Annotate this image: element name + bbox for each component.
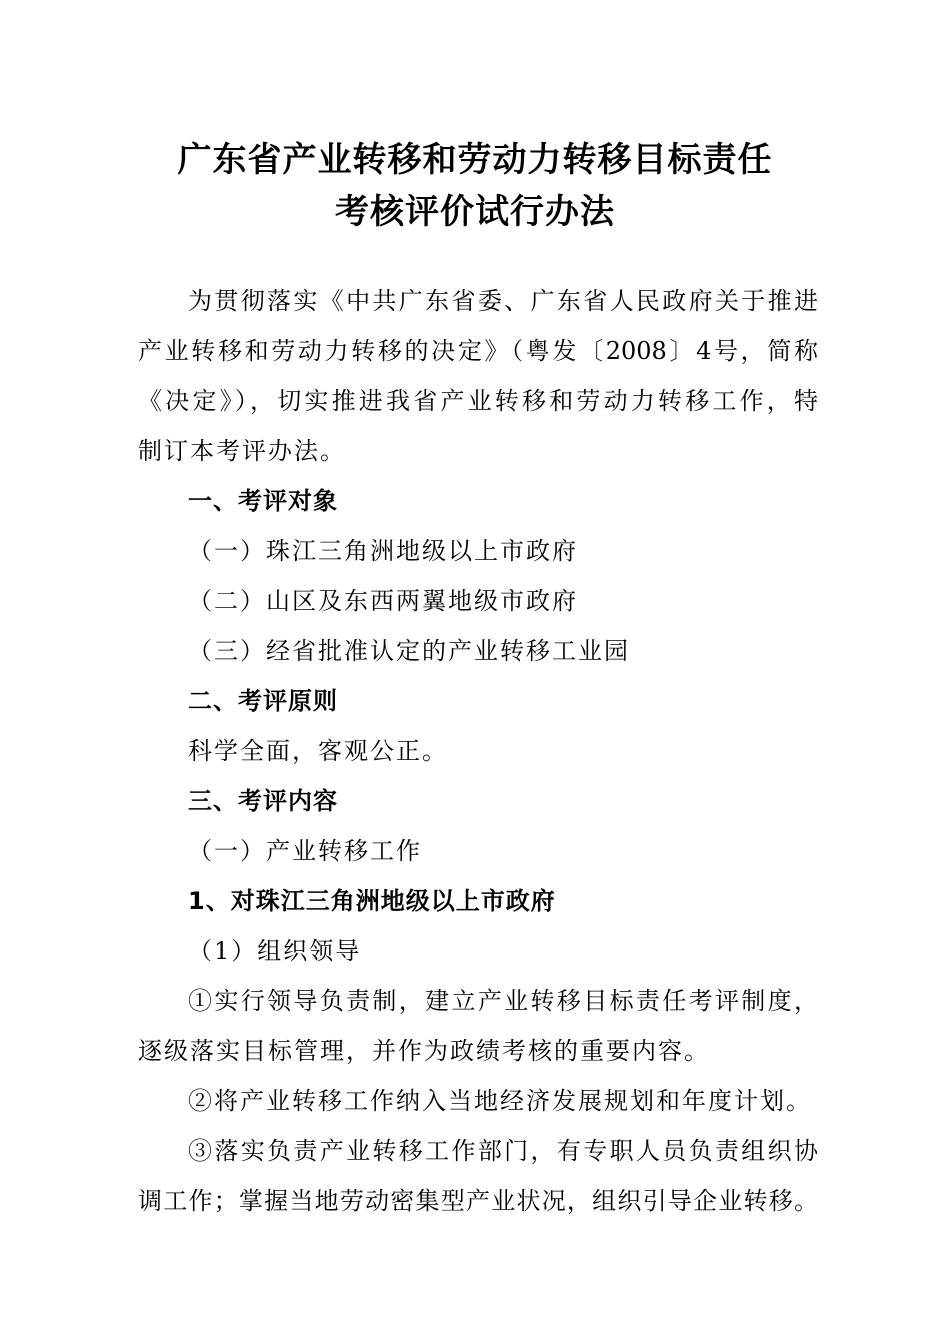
intro-line-4: 制订本考评办法。 <box>138 437 346 465</box>
intro-line-3: 《决定》），切实推进我省产业转移和劳动力转移工作，特 <box>138 387 818 415</box>
item-3-line-1: ③落实负责产业转移工作部门，有专职人员负责组织协 <box>188 1137 818 1165</box>
intro-line-1: 为贯彻落实《中共广东省委、广东省人民政府关于推进 <box>188 287 818 315</box>
item-3-line-2: 调工作；掌握当地劳动密集型产业状况，组织引导企业转移。 <box>138 1187 818 1215</box>
section-2-heading: 二、考评原则 <box>188 687 338 715</box>
document-title-line-1: 广东省产业转移和劳动力转移目标责任 <box>177 140 773 180</box>
item-1-line-1: ①实行领导负责制，建立产业转移目标责任考评制度， <box>188 987 818 1015</box>
section-3-subheading-1-1-1: （1）组织领导 <box>188 937 362 965</box>
document-title-line-2: 考核评价试行办法 <box>335 192 615 232</box>
section-1-heading: 一、考评对象 <box>188 487 338 515</box>
section-1-item-2: （二）山区及东西两翼地级市政府 <box>188 587 578 615</box>
section-3-heading: 三、考评内容 <box>188 787 338 815</box>
section-3-subheading-1: （一）产业转移工作 <box>188 837 422 865</box>
intro-line-2: 产业转移和劳动力转移的决定》（粤发〔2008〕4号，简称 <box>138 337 818 365</box>
section-1-item-3: （三）经省批准认定的产业转移工业园 <box>188 637 630 665</box>
item-2-line-1: ②将产业转移工作纳入当地经济发展规划和年度计划。 <box>188 1087 812 1115</box>
section-1-item-1: （一）珠江三角洲地级以上市政府 <box>188 537 578 565</box>
section-2-body: 科学全面，客观公正。 <box>188 737 448 765</box>
section-3-subheading-1-1: 1、对珠江三角洲地级以上市政府 <box>188 887 556 915</box>
item-1-line-2: 逐级落实目标管理，并作为政绩考核的重要内容。 <box>138 1037 710 1065</box>
